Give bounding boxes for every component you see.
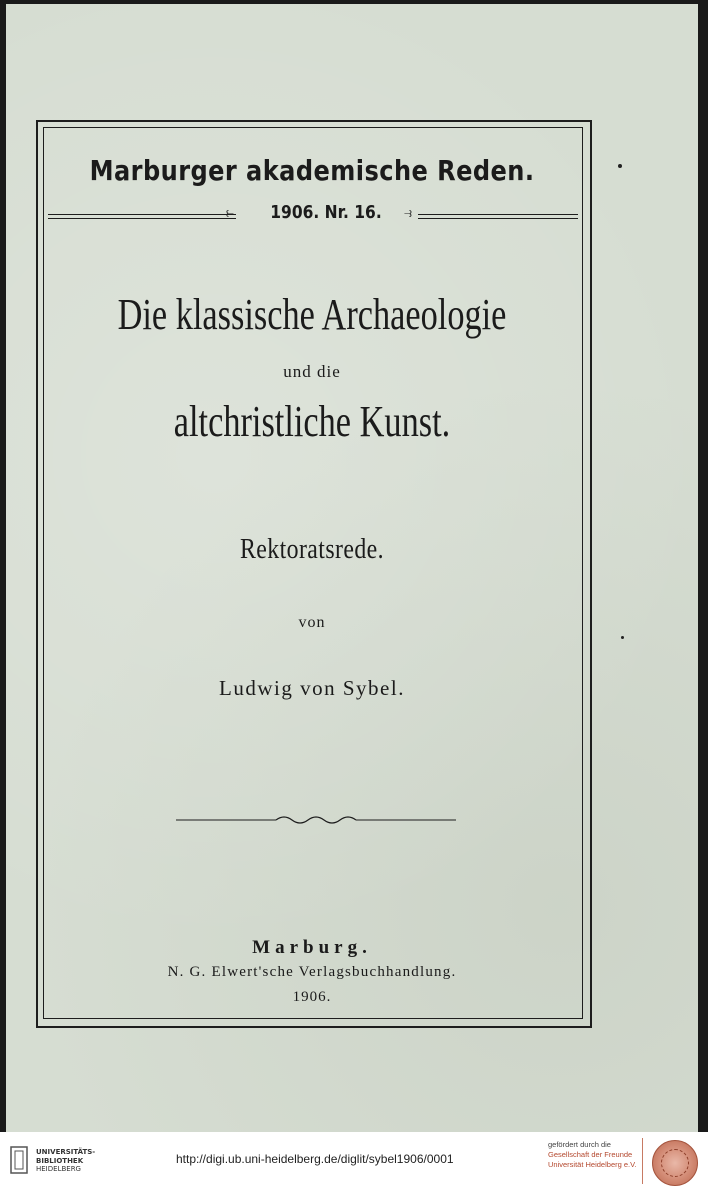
author-name: Ludwig von Sybel.	[219, 676, 405, 700]
inner-border-frame	[43, 127, 583, 1019]
series-title: Marburger akademische Reden.	[89, 154, 535, 187]
left-double-rule	[48, 214, 236, 219]
right-double-rule	[418, 214, 578, 219]
library-name-line-2: BIBLIOTHEK	[36, 1156, 84, 1165]
right-arrow-ornament-icon: ⥽	[404, 205, 412, 221]
main-title-line-2: altchristliche Kunst.	[173, 397, 451, 446]
library-name-line-3: HEIDELBERG	[36, 1165, 81, 1173]
digitization-footer	[0, 1132, 708, 1189]
university-seal-icon	[652, 1140, 698, 1186]
left-arrow-ornament-icon: ⥼	[226, 205, 234, 221]
title-connector: und die	[283, 362, 341, 381]
library-name-line-1: UNIVERSITÄTS-	[36, 1148, 96, 1156]
issue-rule-row	[46, 202, 580, 232]
issue-number: 1906. Nr. 16.	[270, 202, 382, 223]
sponsor-text	[548, 1140, 637, 1170]
imprint-year: 1906.	[292, 989, 332, 1005]
page-speck	[618, 164, 622, 168]
sponsor-line-2: Gesellschaft der Freunde	[548, 1150, 633, 1159]
permalink-url[interactable]: http://digi.ub.uni-heidelberg.de/diglit/sybel1906/0001	[176, 1152, 454, 1166]
sponsor-line-1: gefördert durch die	[548, 1140, 611, 1149]
genre-label: Rektoratsrede.	[239, 534, 385, 565]
scanned-page	[6, 4, 698, 1132]
library-logo-icon	[10, 1146, 28, 1174]
sponsor-line-3: Universität Heidelberg e.V.	[548, 1160, 637, 1169]
library-name	[36, 1148, 95, 1174]
main-title-line-1: Die klassische Archaeologie	[117, 290, 507, 339]
footer-divider	[642, 1138, 643, 1184]
imprint-publisher: N. G. Elwert'sche Verlagsbuchhandlung.	[167, 964, 457, 980]
imprint-city: Marburg.	[252, 937, 372, 958]
flourish-divider-icon	[176, 812, 456, 828]
by-label: von	[298, 614, 326, 631]
page-speck	[621, 636, 624, 639]
